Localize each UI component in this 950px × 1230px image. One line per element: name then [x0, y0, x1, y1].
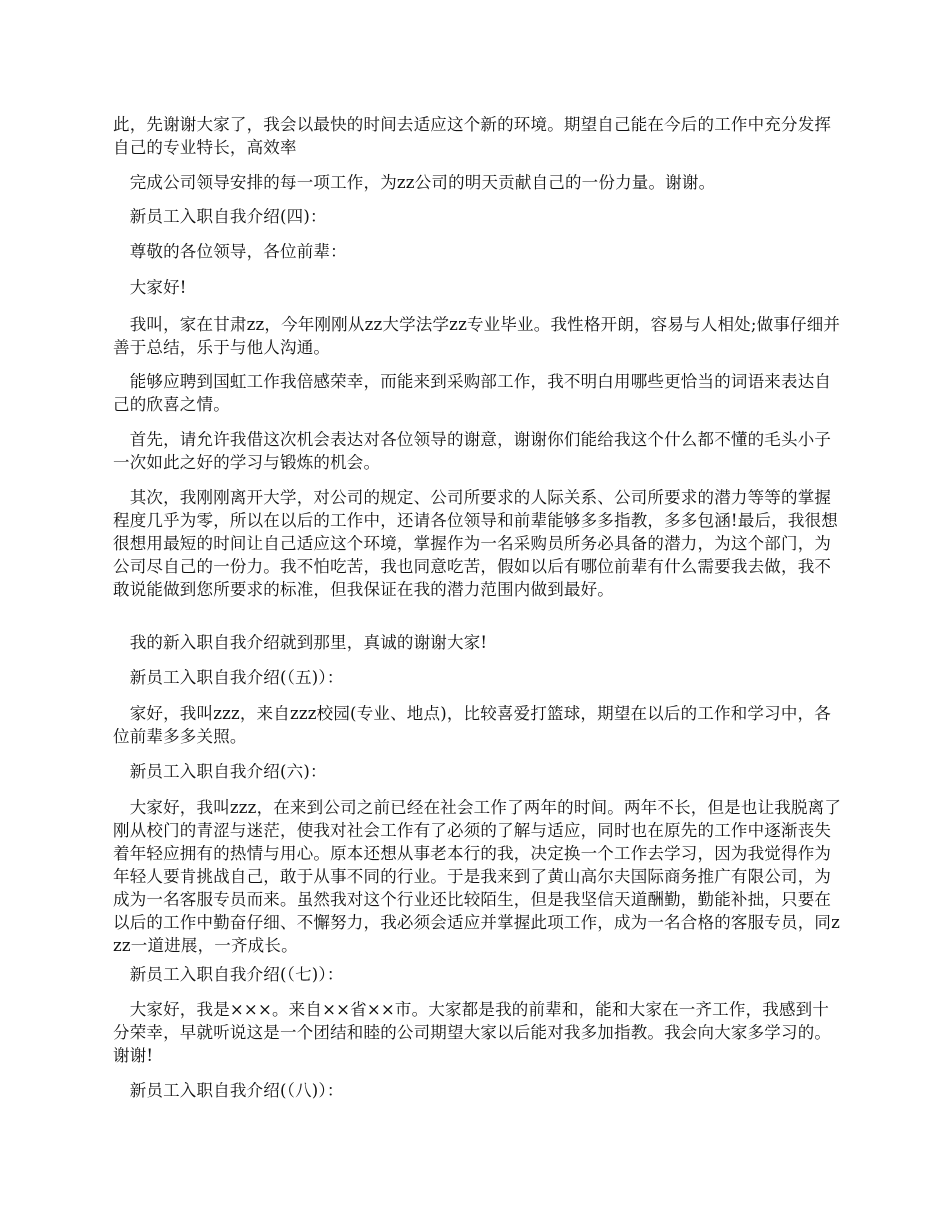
- paragraph-seven: 大家好，我是×××。来自××省××市。大家都是我的前辈和，能和大家在一齐工作，我感到十分荣幸，早就听说这是一个团结和睦的公司期望大家以后能对我多加指教。我会向大家多学习的。谢谢!: [113, 1000, 832, 1065]
- section-heading-6: 新员工入职自我介绍(六)：: [113, 762, 327, 781]
- section-heading-5: 新员工入职自我介绍(（五)）：: [113, 668, 344, 687]
- section-heading-4: 新员工入职自我介绍(四)：: [113, 207, 327, 226]
- salutation: 尊敬的各位领导，各位前辈：: [113, 242, 347, 261]
- paragraph-next: 其次，我刚刚离开大学，对公司的规定、公司所要求的人际关系、公司所要求的潜力等等的掌握程度几乎为零，所以在以后的工作中，还请各位领导和前辈能够多多指教，多多包涵!最后，我很想很想用最短的时间让自己适应这个环境，掌握作为一名采购员所务必具备的潜力，为这个部门，为公司尽自己的一份力。我不怕吃苦，我也同意吃苦，假如以后有哪位前辈有什么需要我去做，我不敢说能做到您所要求的标准，但我保证在我的潜力范围内做到最好。: [113, 488, 838, 599]
- paragraph-intro: 我叫，家在甘肃zz，今年刚刚从zz大学法学zz专业毕业。我性格开朗，容易与人相处;做事仔细并善于总结，乐于与他人沟通。: [113, 315, 841, 357]
- paragraph-closing: 我的新入职自我介绍就到那里，真诚的谢谢大家!: [113, 633, 488, 652]
- paragraph-thanks: 首先，请允许我借这次机会表达对各位领导的谢意，谢谢你们能给我这个什么都不懂的毛头小子一次如此之好的学习与锻炼的机会。: [113, 430, 832, 472]
- paragraph-1: 此，先谢谢大家了，我会以最快的时间去适应这个新的环境。期望自己能在今后的工作中充分发挥自己的专业特长，高效率: [113, 115, 832, 157]
- paragraph-honor: 能够应聘到国虹工作我倍感荣幸，而能来到采购部工作，我不明白用哪些更恰当的词语来表达自己的欣喜之情。: [113, 372, 832, 414]
- paragraph-six: 大家好，我叫zzz，在来到公司之前已经在社会工作了两年的时间。两年不长，但是也让我脱离了刚从校门的青涩与迷茫，使我对社会工作有了必须的了解与适应，同时也在原先的工作中逐渐丧失着年轻应拥有的热情与用心。原本还想从事老本行的我，决定换一个工作去学习，因为我觉得作为年轻人要肯挑战自己，敢于从事不同的行业。于是我来到了黄山高尔夫国际商务推广有限公司，为成为一名客服专员而来。虽然我对这个行业还比较陌生，但是我坚信天道酬勤，勤能补拙，只要在以后的工作中勤奋仔细、不懈努力，我必须会适应并掌握此项工作，成为一名合格的客服专员，同zzz一道进展，一齐成长。: [113, 798, 842, 955]
- paragraph-2: 完成公司领导安排的每一项工作，为zz公司的明天贡献自己的一份力量。谢谢。: [113, 173, 716, 192]
- section-heading-8: 新员工入职自我介绍(（八)）：: [113, 1081, 344, 1100]
- paragraph-five: 家好，我叫zzz，来自zzz校园(专业、地点)，比较喜爱打篮球，期望在以后的工作和学习中，各位前辈多多关照。: [113, 704, 831, 746]
- greeting: 大家好!: [113, 278, 187, 297]
- section-heading-7: 新员工入职自我介绍(（七)）：: [113, 965, 344, 984]
